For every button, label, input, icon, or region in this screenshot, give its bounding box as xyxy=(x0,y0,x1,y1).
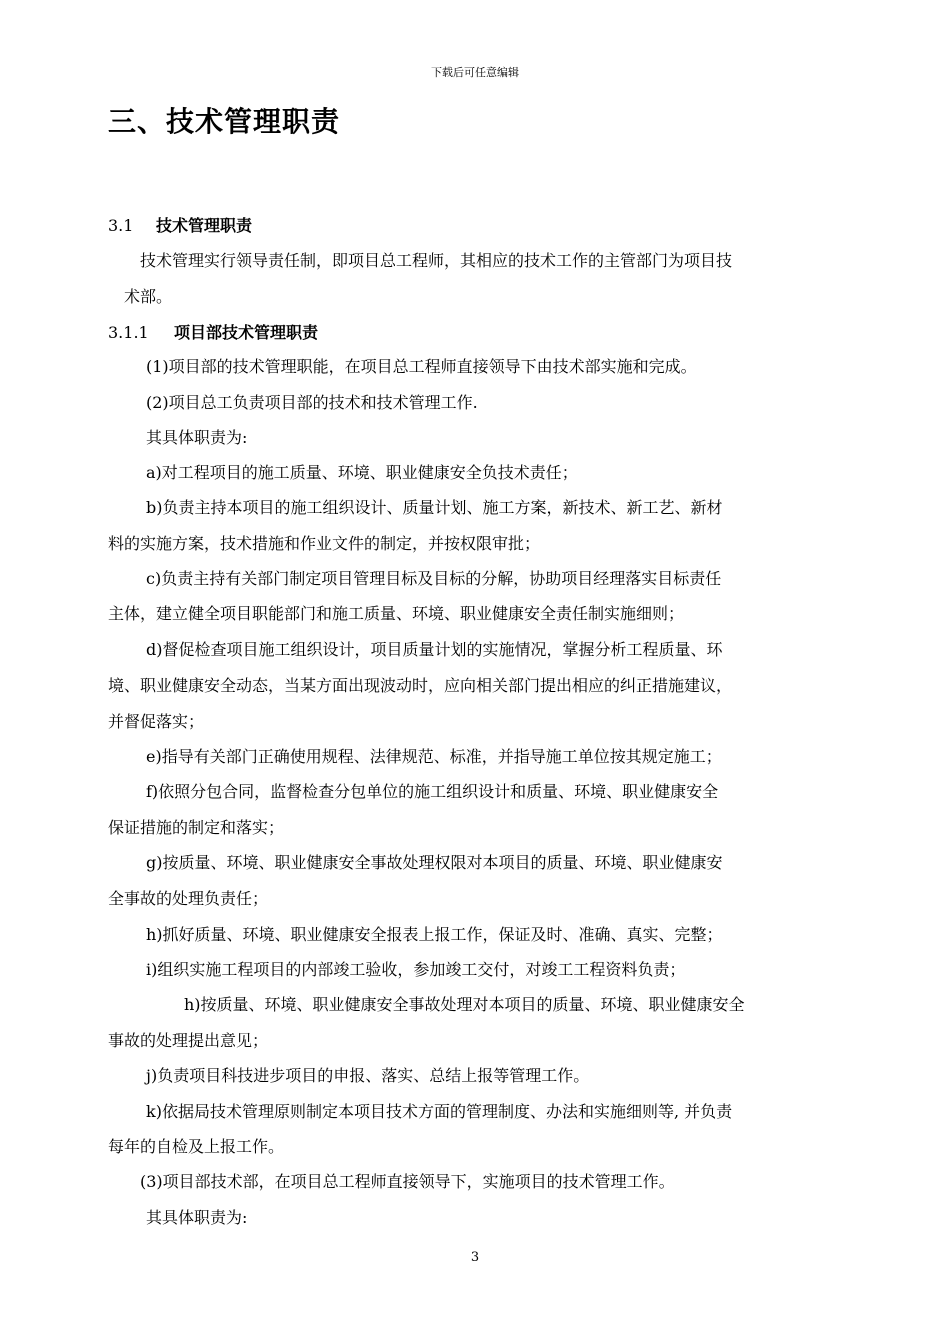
section-number: 3.1 xyxy=(108,216,134,235)
list-item: b)负责主持本项目的施工组织设计、质量计划、施工方案，新技术、新工艺、新材 xyxy=(146,498,723,517)
list-item: d)督促检查项目施工组织设计，项目质量计划的实施情况，掌握分析工程质量、环 xyxy=(146,640,723,659)
list-item-continuation: 事故的处理提出意见； xyxy=(108,1031,269,1050)
list-item: f)依照分包合同，监督检查分包单位的施工组织设计和质量、环境、职业健康安全 xyxy=(146,782,719,801)
list-item-continuation: 主体，建立健全项目职能部门和施工质量、环境、职业健康安全责任制实施细则； xyxy=(108,604,685,623)
paragraph-line: 术部。 xyxy=(124,287,173,306)
section-title: 项目部技术管理职责 xyxy=(174,323,319,342)
paragraph-line: 其具体职责为: xyxy=(146,428,248,447)
list-item: h)按质量、环境、职业健康安全事故处理对本项目的质量、环境、职业健康安全 xyxy=(184,995,745,1014)
list-item-continuation: 每年的自检及上报工作。 xyxy=(108,1137,285,1156)
paragraph-line: (3)项目部技术部，在项目总工程师直接领导下，实施项目的技术管理工作。 xyxy=(140,1172,675,1191)
section-heading-3-1-1 xyxy=(108,323,318,343)
list-item: e)指导有关部门正确使用规程、法律规范、标准，并指导施工单位按其规定施工； xyxy=(146,747,722,766)
page-number: 3 xyxy=(470,1250,480,1265)
list-item: c)负责主持有关部门制定项目管理目标及目标的分解，协助项目经理落实目标责任 xyxy=(146,569,722,588)
list-item: g)按质量、环境、职业健康安全事故处理权限对本项目的质量、环境、职业健康安 xyxy=(146,853,723,872)
section-number: 3.1.1 xyxy=(108,323,149,342)
list-item: k)依据局技术管理原则制定本项目技术方面的管理制度、办法和实施细则等, 并负责 xyxy=(146,1102,733,1121)
list-item: i)组织实施工程项目的内部竣工验收，参加竣工交付，对竣工工程资料负责； xyxy=(146,960,686,979)
paragraph-line: 其具体职责为: xyxy=(146,1208,248,1227)
paragraph-line: 技术管理实行领导责任制，即项目总工程师，其相应的技术工作的主管部门为项目技 xyxy=(140,251,733,270)
list-item-continuation: 全事故的处理负责任； xyxy=(108,889,269,908)
list-item-continuation: 料的实施方案，技术措施和作业文件的制定，并按权限审批； xyxy=(108,534,541,553)
chapter-title: 三、技术管理职责 xyxy=(108,105,341,138)
list-item: h)抓好质量、环境、职业健康安全报表上报工作，保证及时、准确、真实、完整； xyxy=(146,925,723,944)
list-item-continuation: 保证措施的制定和落实； xyxy=(108,818,285,837)
paragraph-line: (1)项目部的技术管理职能，在项目总工程师直接领导下由技术部实施和完成。 xyxy=(146,357,697,376)
page-header: 下载后可任意编辑 xyxy=(431,66,519,79)
section-title: 技术管理职责 xyxy=(156,216,253,235)
section-heading-3-1 xyxy=(108,216,252,236)
list-item: a)对工程项目的施工质量、环境、职业健康安全负技术责任； xyxy=(146,463,578,482)
list-item-continuation: 境、职业健康安全动态，当某方面出现波动时，应向相关部门提出相应的纠正措施建议， xyxy=(108,676,733,695)
list-item: j)负责项目科技进步项目的申报、落实、总结上报等管理工作。 xyxy=(146,1066,590,1085)
paragraph-line: (2)项目总工负责项目部的技术和技术管理工作. xyxy=(146,393,478,412)
list-item-continuation: 并督促落实； xyxy=(108,712,205,731)
